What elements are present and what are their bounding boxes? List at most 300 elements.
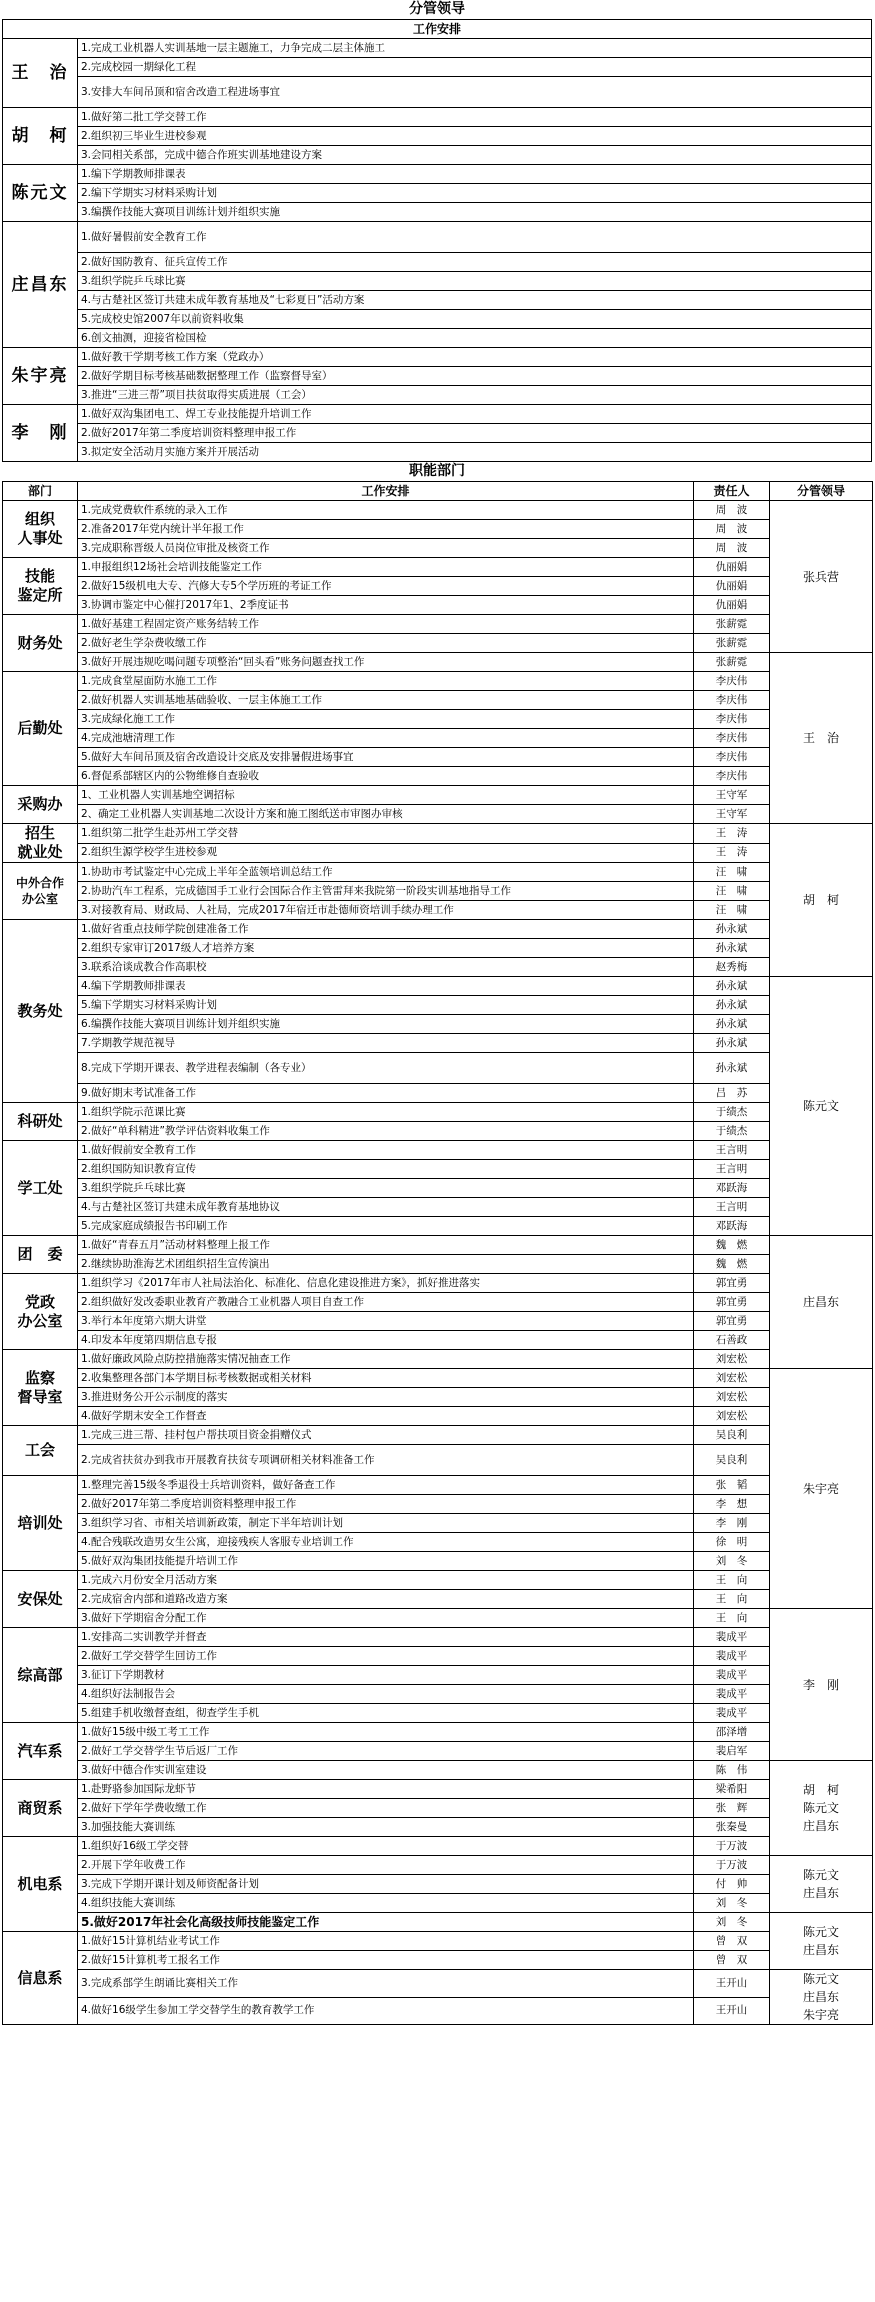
department-task-row [3, 558, 873, 577]
leader-task: 1.做好第二批工学交替工作 [78, 108, 872, 127]
department-task: 1.做好廉政风险点防控措施落实情况抽查工作 [78, 1350, 694, 1369]
header-task: 工作安排 [78, 482, 694, 501]
leader-task-row [3, 329, 872, 348]
responsible-person: 孙永斌 [694, 1034, 770, 1053]
department-task-row [3, 1780, 873, 1799]
department-task: 3.做好中德合作实训室建设 [78, 1761, 694, 1780]
department-task: 5.完成家庭成绩报告书印刷工作 [78, 1217, 694, 1236]
department-task: 3.推进财务公开公示制度的落实 [78, 1388, 694, 1407]
department-task-row [3, 710, 873, 729]
department-task-row [3, 1533, 873, 1552]
responsible-person: 吴良利 [694, 1426, 770, 1445]
department-task-row [3, 1445, 873, 1476]
leader-task-row [3, 222, 872, 253]
responsible-person: 张 辉 [694, 1799, 770, 1818]
department-name: 科研处 [3, 1103, 78, 1141]
department-task: 3.完成下学期开课计划及师资配备计划 [78, 1875, 694, 1894]
responsible-person: 于万波 [694, 1856, 770, 1875]
department-task: 1.做好15计算机结业考试工作 [78, 1932, 694, 1951]
department-task-row [3, 1628, 873, 1647]
responsible-person: 陈 伟 [694, 1761, 770, 1780]
leader-task-row [3, 146, 872, 165]
leader-task: 1.编下学期教师排课表 [78, 165, 872, 184]
responsible-person: 王 涛 [694, 843, 770, 863]
department-task-row [3, 1970, 873, 1998]
leader-task: 2.做好2017年第二季度培训资料整理申报工作 [78, 424, 872, 443]
department-task-row [3, 1514, 873, 1533]
department-task-row [3, 1875, 873, 1894]
department-name: 团 委 [3, 1236, 78, 1274]
department-task-row [3, 1932, 873, 1951]
responsible-person: 孙永斌 [694, 996, 770, 1015]
leader-task: 6.创文抽测，迎接省检国检 [78, 329, 872, 348]
department-task-row [3, 1426, 873, 1445]
department-task-row [3, 1034, 873, 1053]
responsible-person: 孙永斌 [694, 920, 770, 939]
responsible-person: 李庆伟 [694, 729, 770, 748]
responsible-person: 汪 啸 [694, 863, 770, 882]
department-task: 1、工业机器人实训基地空调招标 [78, 786, 694, 805]
leaders-table-header: 工作安排 [3, 20, 872, 39]
department-task-row [3, 996, 873, 1015]
department-task: 3.完成绿化施工工作 [78, 710, 694, 729]
responsible-person: 魏 燃 [694, 1255, 770, 1274]
leader-task: 2.做好国防教育、征兵宣传工作 [78, 253, 872, 272]
department-task: 1.赴野骆参加国际龙虾节 [78, 1780, 694, 1799]
leader-task-row [3, 348, 872, 367]
leader-task-row [3, 291, 872, 310]
department-name: 汽车系 [3, 1723, 78, 1780]
department-task: 1.组织第二批学生赴苏州工学交替 [78, 824, 694, 844]
responsible-person: 郭宜勇 [694, 1293, 770, 1312]
department-task: 1.做好假前安全教育工作 [78, 1141, 694, 1160]
leader-task-row [3, 443, 872, 462]
responsible-person: 刘宏松 [694, 1407, 770, 1426]
responsible-person: 于万波 [694, 1837, 770, 1856]
supervising-leader: 胡 柯 陈元文 庄昌东 [770, 1761, 873, 1856]
department-task: 1.整理完善15级冬季退役士兵培训资料，做好备查工作 [78, 1476, 694, 1495]
leader-name: 庄昌东 [3, 222, 78, 348]
leader-task: 1.做好双沟集团电工、焊工专业技能提升培训工作 [78, 405, 872, 424]
department-task-row [3, 1609, 873, 1628]
department-task: 1.完成食堂屋面防水施工工作 [78, 672, 694, 691]
department-task-row [3, 1236, 873, 1255]
department-task: 3.完成系部学生朗诵比赛相关工作 [78, 1970, 694, 1998]
department-task: 2.做好15级机电大专、汽修大专5个学历班的考证工作 [78, 577, 694, 596]
department-task-row [3, 977, 873, 996]
department-task-row [3, 520, 873, 539]
leader-task-row [3, 386, 872, 405]
responsible-person: 周 波 [694, 539, 770, 558]
leader-task: 1.完成工业机器人实训基地一层主题施工，力争完成二层主体施工 [78, 39, 872, 58]
leader-task: 3.拟定安全活动月实施方案并开展活动 [78, 443, 872, 462]
department-task: 1.组织学习《2017年市人社局法治化、标准化、信息化建设推进方案》，抓好推进落实 [78, 1274, 694, 1293]
responsible-person: 仇丽娟 [694, 596, 770, 615]
responsible-person: 周 波 [694, 520, 770, 539]
department-name: 学工处 [3, 1141, 78, 1236]
department-task: 2.做好2017年第二季度培训资料整理申报工作 [78, 1495, 694, 1514]
department-task-row [3, 958, 873, 977]
responsible-person: 孙永斌 [694, 977, 770, 996]
department-name: 工会 [3, 1426, 78, 1476]
leader-task: 2.组织初三毕业生进校参观 [78, 127, 872, 146]
department-task: 2.做好“单科精进”教学评估资料收集工作 [78, 1122, 694, 1141]
department-task: 4.组织技能大赛训练 [78, 1894, 694, 1913]
department-task-row [3, 634, 873, 653]
department-task: 7.学期教学规范视导 [78, 1034, 694, 1053]
leader-task: 1.做好暑假前安全教育工作 [78, 222, 872, 253]
department-task-row [3, 1837, 873, 1856]
leader-task: 3.推进“三进三帮”项目扶贫取得实质进展（工会） [78, 386, 872, 405]
leader-task-row [3, 165, 872, 184]
department-task: 4.完成池塘清理工作 [78, 729, 694, 748]
department-task: 3.组织学院乒乓球比赛 [78, 1179, 694, 1198]
leader-task-row [3, 310, 872, 329]
department-task-row [3, 501, 873, 520]
department-task-row [3, 1761, 873, 1780]
department-task-row [3, 1495, 873, 1514]
department-task: 2.完成省扶贫办到我市开展教育扶贫专项调研相关材料准备工作 [78, 1445, 694, 1476]
department-task: 8.完成下学期开课表、教学进程表编制（各专业） [78, 1053, 694, 1084]
header-leader: 分管领导 [770, 482, 873, 501]
responsible-person: 仇丽娟 [694, 558, 770, 577]
responsible-person: 魏 燃 [694, 1236, 770, 1255]
supervising-leader: 王 治 [770, 653, 873, 824]
department-task: 1.组织好16级工学交替 [78, 1837, 694, 1856]
department-task: 2.组织生源学校学生进校参观 [78, 843, 694, 863]
responsible-person: 赵秀梅 [694, 958, 770, 977]
responsible-person: 邵泽增 [694, 1723, 770, 1742]
responsible-person: 王 向 [694, 1590, 770, 1609]
department-task-row [3, 1997, 873, 2025]
leader-name: 陈元文 [3, 165, 78, 222]
responsible-person: 裴成平 [694, 1628, 770, 1647]
department-task-row [3, 843, 873, 863]
leader-name: 朱宇亮 [3, 348, 78, 405]
supervising-leader: 陈元文 庄昌东 [770, 1913, 873, 1970]
department-task-row [3, 939, 873, 958]
department-task-row [3, 1369, 873, 1388]
department-task-row [3, 1685, 873, 1704]
department-task: 2.完成宿舍内部和道路改造方案 [78, 1590, 694, 1609]
responsible-person: 李 刚 [694, 1514, 770, 1533]
responsible-person: 王开山 [694, 1970, 770, 1998]
department-name: 培训处 [3, 1476, 78, 1571]
department-task-row [3, 1179, 873, 1198]
department-task: 2.组织专家审订2017级人才培养方案 [78, 939, 694, 958]
department-task: 1.做好省重点技师学院创建准备工作 [78, 920, 694, 939]
department-task-row [3, 1350, 873, 1369]
department-task-row [3, 1331, 873, 1350]
responsible-person: 裴成平 [694, 1647, 770, 1666]
department-name: 党政 办公室 [3, 1274, 78, 1350]
leader-task: 1.做好教干学期考核工作方案（党政办） [78, 348, 872, 367]
leader-task-row [3, 184, 872, 203]
department-task-row [3, 901, 873, 920]
department-task-row [3, 691, 873, 710]
department-task: 3.组织学习省、市相关培训新政策，制定下半年培训计划 [78, 1514, 694, 1533]
leader-task-row [3, 58, 872, 77]
responsible-person: 李庆伟 [694, 710, 770, 729]
department-task-row [3, 1255, 873, 1274]
responsible-person: 曾 双 [694, 1932, 770, 1951]
department-task: 9.做好期末考试准备工作 [78, 1084, 694, 1103]
department-task: 2.协助汽车工程系，完成德国手工业行会国际合作主管雷拜来我院第一阶段实训基地指导工作 [78, 882, 694, 901]
department-task: 6.编撰作技能大赛项目训练计划并组织实施 [78, 1015, 694, 1034]
responsible-person: 张 韬 [694, 1476, 770, 1495]
department-name: 技能 鉴定所 [3, 558, 78, 615]
responsible-person: 汪 啸 [694, 882, 770, 901]
responsible-person: 刘 冬 [694, 1552, 770, 1571]
department-task-row [3, 1274, 873, 1293]
department-task: 1.完成三进三帮、挂村包户帮扶项目资金捐赠仪式 [78, 1426, 694, 1445]
leader-task-row [3, 424, 872, 443]
department-task-row [3, 805, 873, 824]
responsible-person: 王开山 [694, 1997, 770, 2025]
responsible-person: 王言明 [694, 1160, 770, 1179]
department-task-row [3, 1293, 873, 1312]
responsible-person: 李 想 [694, 1495, 770, 1514]
leader-task: 3.会同相关系部，完成中德合作班实训基地建设方案 [78, 146, 872, 165]
responsible-person: 李庆伟 [694, 672, 770, 691]
department-name: 中外合作 办公室 [3, 863, 78, 920]
responsible-person: 张薪霓 [694, 615, 770, 634]
department-name: 后勤处 [3, 672, 78, 786]
department-name: 综高部 [3, 1628, 78, 1723]
department-task: 5.做好2017年社会化高级技师技能鉴定工作 [78, 1913, 694, 1932]
header-responsible: 责任人 [694, 482, 770, 501]
department-task-row [3, 1141, 873, 1160]
department-task-row [3, 786, 873, 805]
department-task-row [3, 1571, 873, 1590]
department-name: 信息系 [3, 1932, 78, 2025]
responsible-person: 王守军 [694, 805, 770, 824]
responsible-person: 李庆伟 [694, 767, 770, 786]
responsible-person: 刘宏松 [694, 1350, 770, 1369]
department-task: 2.做好工学交替学生回访工作 [78, 1647, 694, 1666]
responsible-person: 王 涛 [694, 824, 770, 844]
department-task-row [3, 1913, 873, 1932]
department-task-row [3, 882, 873, 901]
responsible-person: 张薪霓 [694, 634, 770, 653]
department-task-row [3, 1799, 873, 1818]
leader-task-row [3, 127, 872, 146]
department-task: 2.组织国防知识教育宣传 [78, 1160, 694, 1179]
department-task: 3.协调市鉴定中心催打2017年1、2季度证书 [78, 596, 694, 615]
department-task-row [3, 1217, 873, 1236]
leader-task: 5.完成校史馆2007年以前资料收集 [78, 310, 872, 329]
responsible-person: 郭宜勇 [694, 1274, 770, 1293]
responsible-person: 孙永斌 [694, 1015, 770, 1034]
responsible-person: 吕 苏 [694, 1084, 770, 1103]
department-task-row [3, 1160, 873, 1179]
responsible-person: 王言明 [694, 1141, 770, 1160]
department-task-row [3, 1312, 873, 1331]
department-task: 3.做好开展违规吃喝问题专项整治“回头看”账务问题查找工作 [78, 653, 694, 672]
department-task-row [3, 1476, 873, 1495]
department-task-row [3, 577, 873, 596]
department-name: 教务处 [3, 920, 78, 1103]
responsible-person: 梁希阳 [694, 1780, 770, 1799]
department-task: 5.编下学期实习材料采购计划 [78, 996, 694, 1015]
responsible-person: 刘 冬 [694, 1913, 770, 1932]
leader-task: 3.安排大车间吊顶和宿舍改造工程进场事宜 [78, 77, 872, 108]
department-task: 2.组织做好发改委职业教育产教融合工业机器人项目自查工作 [78, 1293, 694, 1312]
supervising-leader: 胡 柯 [770, 824, 873, 977]
department-task: 1.做好15级中级工考工工作 [78, 1723, 694, 1742]
department-task-row [3, 767, 873, 786]
responsible-person: 李庆伟 [694, 691, 770, 710]
header-department: 部门 [3, 482, 78, 501]
department-task: 2.准备2017年党内统计半年报工作 [78, 520, 694, 539]
department-name: 组织 人事处 [3, 501, 78, 558]
department-task-row [3, 1704, 873, 1723]
department-task: 2.做好下学年学费收缴工作 [78, 1799, 694, 1818]
department-task-row [3, 1856, 873, 1875]
department-task: 2.做好15计算机考工报名工作 [78, 1951, 694, 1970]
leader-task: 2.编下学期实习材料采购计划 [78, 184, 872, 203]
department-task-row [3, 1103, 873, 1122]
department-task: 4.配合残联改造男女生公寓，迎接残疾人客服专业培训工作 [78, 1533, 694, 1552]
leaders-table [2, 19, 872, 462]
leader-task: 3.编撰作技能大赛项目训练计划并组织实施 [78, 203, 872, 222]
leader-name: 李 刚 [3, 405, 78, 462]
responsible-person: 王 向 [694, 1609, 770, 1628]
responsible-person: 于绩杰 [694, 1122, 770, 1141]
department-task: 1.完成党费软件系统的录入工作 [78, 501, 694, 520]
leader-task: 4.与古楚社区签订共建未成年教育基地及“七彩夏日”活动方案 [78, 291, 872, 310]
department-task: 2.做好机器人实训基地基础验收、一层主体施工工作 [78, 691, 694, 710]
department-task: 6.督促系部辖区内的公物维修自查验收 [78, 767, 694, 786]
department-task-row [3, 653, 873, 672]
supervising-leader: 李 刚 [770, 1609, 873, 1761]
department-task-row [3, 748, 873, 767]
department-name: 商贸系 [3, 1780, 78, 1837]
department-task: 3.做好下学期宿舍分配工作 [78, 1609, 694, 1628]
department-name: 财务处 [3, 615, 78, 672]
responsible-person: 裴成平 [694, 1685, 770, 1704]
department-task-row [3, 1122, 873, 1141]
department-task-row [3, 1951, 873, 1970]
department-task-row [3, 1015, 873, 1034]
responsible-person: 付 帅 [694, 1875, 770, 1894]
department-task: 1.组织学院示范课比赛 [78, 1103, 694, 1122]
leader-task-row [3, 272, 872, 291]
department-task-row [3, 1053, 873, 1084]
responsible-person: 裴启军 [694, 1742, 770, 1761]
department-task: 3.征订下学期教材 [78, 1666, 694, 1685]
responsible-person: 曾 双 [694, 1951, 770, 1970]
responsible-person: 仇丽娟 [694, 577, 770, 596]
responsible-person: 周 波 [694, 501, 770, 520]
responsible-person: 郭宜勇 [694, 1312, 770, 1331]
responsible-person: 邓跃海 [694, 1179, 770, 1198]
department-task: 1.做好“青春五月”活动材料整理上报工作 [78, 1236, 694, 1255]
department-name: 招生 就业处 [3, 824, 78, 863]
department-task: 2、确定工业机器人实训基地二次设计方案和施工图纸送市审图办审核 [78, 805, 694, 824]
responsible-person: 汪 啸 [694, 901, 770, 920]
responsible-person: 刘 冬 [694, 1894, 770, 1913]
department-name: 安保处 [3, 1571, 78, 1628]
leader-task: 2.做好学期目标考核基础数据整理工作（监察督导室） [78, 367, 872, 386]
responsible-person: 裴成平 [694, 1666, 770, 1685]
department-task: 5.做好双沟集团技能提升培训工作 [78, 1552, 694, 1571]
responsible-person: 张薪霓 [694, 653, 770, 672]
leader-task-row [3, 203, 872, 222]
department-task: 3.举行本年度第六期大讲堂 [78, 1312, 694, 1331]
department-task: 3.完成职称晋级人员岗位审批及核资工作 [78, 539, 694, 558]
department-task: 4.做好学期末安全工作督查 [78, 1407, 694, 1426]
leader-task-row [3, 367, 872, 386]
department-task-row [3, 1198, 873, 1217]
responsible-person: 王 向 [694, 1571, 770, 1590]
department-task-row [3, 920, 873, 939]
department-task: 4.组织好法制报告会 [78, 1685, 694, 1704]
department-task-row [3, 1552, 873, 1571]
responsible-person: 孙永斌 [694, 939, 770, 958]
department-task: 4.印发本年度第四期信息专报 [78, 1331, 694, 1350]
department-task: 1.安排高二实训教学并督查 [78, 1628, 694, 1647]
department-task-row [3, 1742, 873, 1761]
leader-task-row [3, 405, 872, 424]
leader-task-row [3, 108, 872, 127]
department-task-row [3, 1590, 873, 1609]
responsible-person: 孙永斌 [694, 1053, 770, 1084]
department-task-row [3, 729, 873, 748]
supervising-leader: 陈元文 庄昌东 [770, 1856, 873, 1913]
department-task: 3.加强技能大赛训练 [78, 1818, 694, 1837]
department-task: 4.做好16级学生参加工学交替学生的教育教学工作 [78, 1997, 694, 2025]
leader-task: 3.组织学院乒乓球比赛 [78, 272, 872, 291]
responsible-person: 于绩杰 [694, 1103, 770, 1122]
leader-name: 王 治 [3, 39, 78, 108]
department-task-row [3, 824, 873, 844]
department-task: 2.收集整理各部门本学期目标考核数据或相关材料 [78, 1369, 694, 1388]
department-task: 5.组建手机收缴督查组，彻查学生手机 [78, 1704, 694, 1723]
responsible-person: 裴成平 [694, 1704, 770, 1723]
department-task-row [3, 539, 873, 558]
department-task-row [3, 596, 873, 615]
department-task-row [3, 1647, 873, 1666]
department-task: 1.申报组织12场社会培训技能鉴定工作 [78, 558, 694, 577]
responsible-person: 王言明 [694, 1198, 770, 1217]
departments-table [2, 481, 873, 2025]
leaders-section-title: 分管领导 [409, 1, 465, 17]
department-task: 3.对接教育局、财政局、人社局，完成2017年宿迁市赴德师资培训手续办理工作 [78, 901, 694, 920]
department-task-row [3, 1723, 873, 1742]
department-task-row [3, 672, 873, 691]
supervising-leader: 陈元文 庄昌东 朱宇亮 [770, 1970, 873, 2025]
responsible-person: 王守军 [694, 786, 770, 805]
department-task: 2.继续协助淮海艺术团组织招生宣传演出 [78, 1255, 694, 1274]
responsible-person: 李庆伟 [694, 748, 770, 767]
department-task: 2.做好老生学杂费收缴工作 [78, 634, 694, 653]
leader-name: 胡 柯 [3, 108, 78, 165]
department-name: 监察 督导室 [3, 1350, 78, 1426]
department-task: 2.做好工学交替学生节后返厂工作 [78, 1742, 694, 1761]
responsible-person: 徐 明 [694, 1533, 770, 1552]
department-task-row [3, 1666, 873, 1685]
department-task: 4.编下学期教师排课表 [78, 977, 694, 996]
department-task: 1.做好基建工程固定资产账务结转工作 [78, 615, 694, 634]
department-task: 4.与古楚社区签订共建未成年教育基地协议 [78, 1198, 694, 1217]
supervising-leader: 张兵营 [770, 501, 873, 653]
supervising-leader: 庄昌东 [770, 1236, 873, 1369]
department-task: 2.开展下学年收费工作 [78, 1856, 694, 1875]
responsible-person: 吴良利 [694, 1445, 770, 1476]
department-task-row [3, 615, 873, 634]
responsible-person: 邓跃海 [694, 1217, 770, 1236]
